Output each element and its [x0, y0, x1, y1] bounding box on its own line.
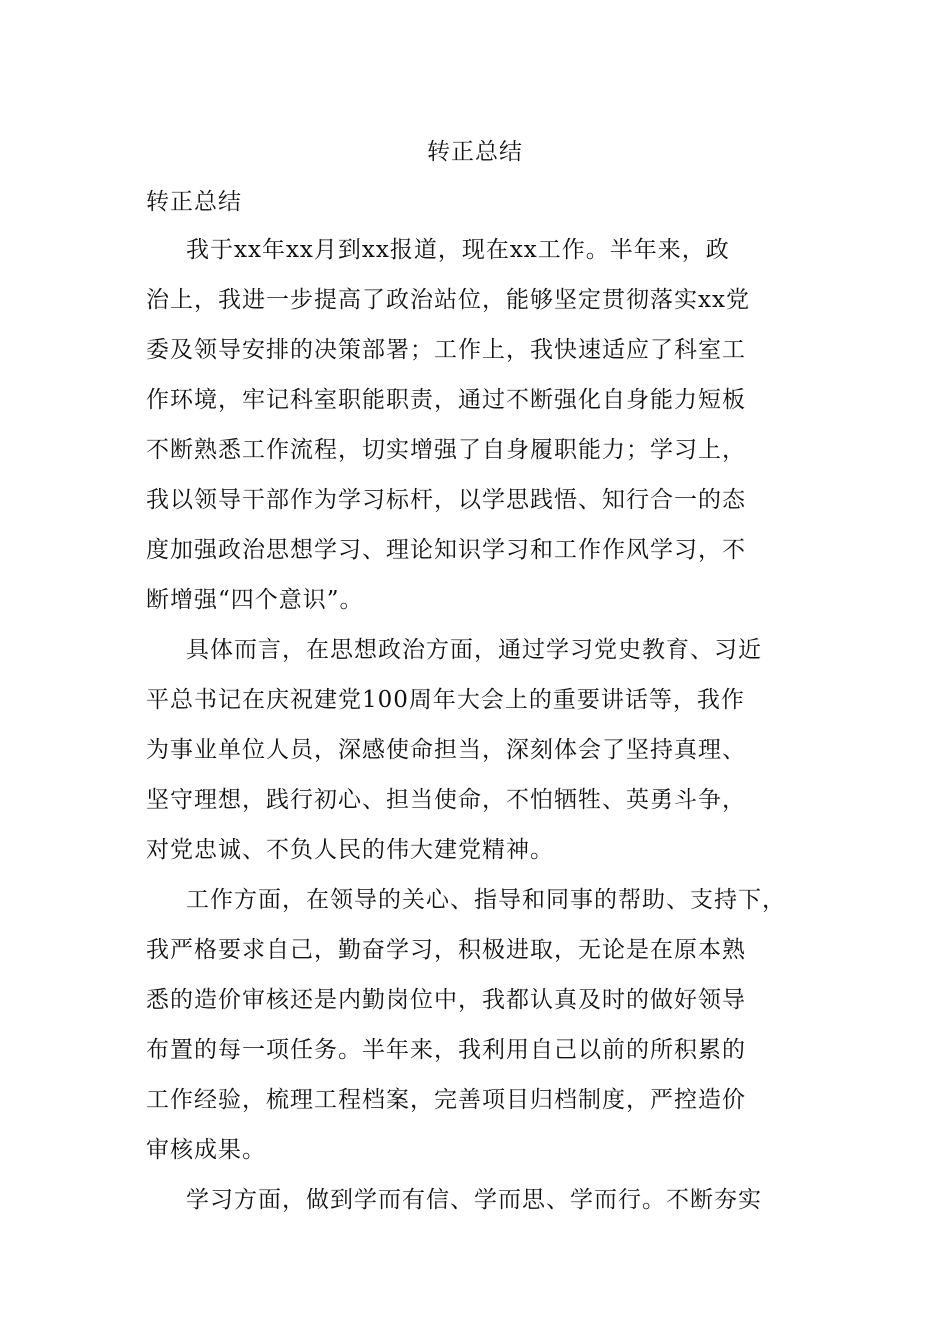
- paragraph-1-line-6: 我以领导干部作为学习标杆，以学思践悟、知行合一的态: [146, 487, 746, 513]
- paragraph-1-line-7: 度加强政治思想学习、理论知识学习和工作作风学习，不: [146, 537, 746, 563]
- paragraph-3-line-4: 布置的每一项任务。半年来，我利用自己以前的所积累的: [146, 1037, 746, 1063]
- paragraph-4-line-1: 学习方面，做到学而有信、学而思、学而行。不断夯实: [186, 1187, 762, 1213]
- paragraph-2-line-3: 为事业单位人员，深感使命担当，深刻体会了坚持真理、: [146, 737, 746, 763]
- paragraph-3-line-5: 工作经验，梳理工程档案，完善项目归档制度，严控造价: [146, 1087, 746, 1113]
- page-title: 转正总结: [427, 139, 523, 165]
- paragraph-1-line-4: 作环境，牢记科室职能职责，通过不断强化自身能力短板: [146, 387, 746, 413]
- paragraph-2-line-4: 坚守理想，践行初心、担当使命，不怕牺牲、英勇斗争，: [146, 787, 746, 813]
- paragraph-3-line-3: 悉的造价审核还是内勤岗位中，我都认真及时的做好领导: [146, 987, 746, 1013]
- paragraph-1-line-8: 断增强“四个意识”。: [146, 587, 364, 613]
- paragraph-2-line-1: 具体而言，在思想政治方面，通过学习党史教育、习近: [186, 637, 762, 663]
- paragraph-3-line-1: 工作方面，在领导的关心、指导和同事的帮助、支持下，: [186, 887, 786, 913]
- paragraph-1-line-2: 治上，我进一步提高了政治站位，能够坚定贯彻落实xx党: [146, 287, 750, 313]
- paragraph-1-line-5: 不断熟悉工作流程，切实增强了自身履职能力；学习上，: [146, 437, 746, 463]
- paragraph-1-line-3: 委及领导安排的决策部署；工作上，我快速适应了科室工: [146, 337, 746, 363]
- paragraph-2-line-5: 对党忠诚、不负人民的伟大建党精神。: [146, 837, 554, 863]
- paragraph-2-line-2: 平总书记在庆祝建党100周年大会上的重要讲话等，我作: [146, 687, 745, 713]
- paragraph-3-line-6: 审核成果。: [146, 1137, 266, 1163]
- paragraph-1-line-1: 我于xx年xx月到xx报道，现在xx工作。半年来，政: [186, 237, 730, 263]
- section-heading: 转正总结: [146, 189, 242, 215]
- paragraph-3-line-2: 我严格要求自己，勤奋学习，积极进取，无论是在原本熟: [146, 937, 746, 963]
